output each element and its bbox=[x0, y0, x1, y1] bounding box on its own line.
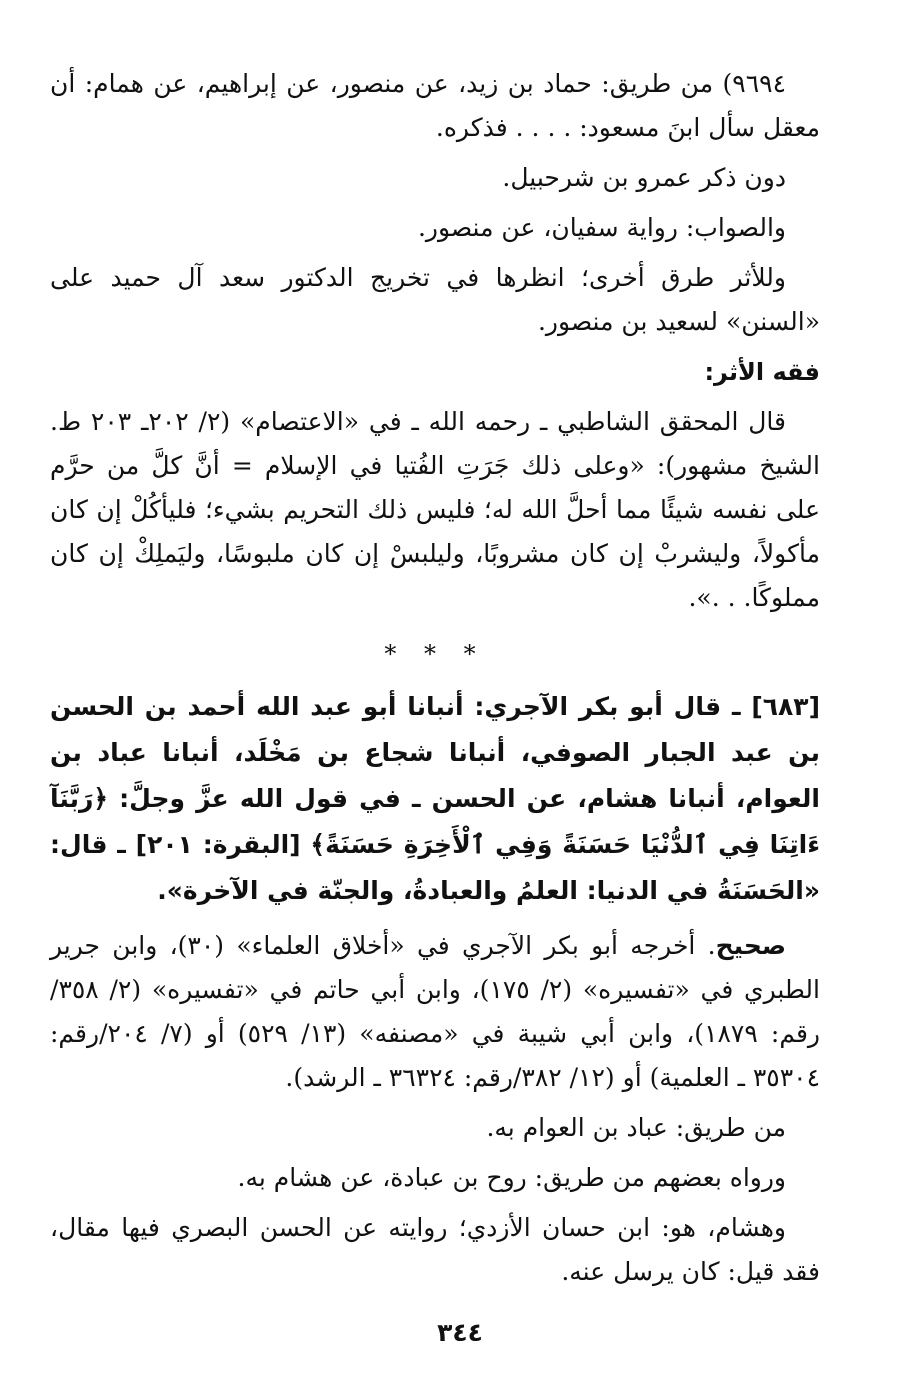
section-separator: * * * bbox=[384, 640, 486, 668]
hisham-note-paragraph: وهشام، هو: ابن حسان الأزدي؛ روايته عن الحسن البصري فيها مقال، فقد قيل: كان يرسل عنه. bbox=[50, 1213, 820, 1286]
grade-paragraph bbox=[50, 924, 820, 1100]
page-body bbox=[50, 62, 820, 1300]
fiqh-heading: فقه الأثر: bbox=[704, 358, 820, 386]
note-other-routes: وللأثر طرق أخرى؛ انظرها في تخريج الدكتور سعد آل حميد على «السنن» لسعيد بن منصور. bbox=[50, 263, 820, 336]
other-route-paragraph: ورواه بعضهم من طريق: روح بن عبادة، عن هشام به. bbox=[237, 1163, 786, 1192]
route-paragraph: من طريق: عباد بن العوام به. bbox=[486, 1113, 786, 1142]
grade-text: . أخرجه أبو بكر الآجري في «أخلاق العلماء» (٣٠)، وابن جرير الطبري في «تفسيره» (٢/ ١٧٥)، وابن أبي حاتم في «تفسيره» (٢/ ٣٥٨/رقم: ١٨٧٩)، وابن أبي شيبة في «مصنفه» (١٣/ ٥٢٩) أو (٧/ ٢٠٤/رقم: ٣٥٣٠٤ ـ العلمية) أو (١٢/ ٣٨٢/رقم: ٣٦٣٢٤ ـ الرشد). bbox=[50, 931, 821, 1092]
grade-word: صحيح bbox=[715, 931, 786, 960]
narration-683: [٦٨٣] ـ قال أبو بكر الآجري: أنبانا أبو عبد الله أحمد بن الحسن بن عبد الجبار الصوفي، أنبانا شجاع بن مَخْلَد، أنبانا عباد بن العوام، أنبانا هشام، عن الحسن ـ في قول الله عزَّ وجلَّ: ﴿رَبَّنَآ ءَاتِنَا فِي ٱلدُّنْيَا حَسَنَةً وَفِي ٱلْأَخِرَةِ حَسَنَةً﴾ [البقرة: ٢٠١] ـ قال: «الحَسَنَةُ في الدنيا: العلمُ والعبادةُ، والجنّة في الآخرة». bbox=[50, 692, 820, 905]
note-correct-narration: والصواب: رواية سفيان، عن منصور. bbox=[417, 213, 786, 242]
takhrij-paragraph-9694: ٩٦٩٤) من طريق: حماد بن زيد، عن منصور، عن إبراهيم، عن همام: أن معقل سأل ابنَ مسعود: . . . . فذكره. bbox=[50, 69, 820, 142]
fiqh-paragraph: قال المحقق الشاطبي ـ رحمه الله ـ في «الاعتصام» (٢/ ٢٠٢ـ ٢٠٣ ط. الشيخ مشهور): «وعلى ذلك جَرَتِ الفُتيا في الإسلام = أنَّ كلَّ من حرَّم على نفسه شيئًا مما أحلَّ الله له؛ فليس ذلك التحريم بشيء؛ فليأكُلْ إن كان مأكولاً، وليشربْ إن كان مشروبًا، وليلبسْ إن كان ملبوسًا، وليَملِكْ إن كان مملوكًا. . .». bbox=[50, 407, 820, 612]
page-number: ٣٤٤ bbox=[437, 1318, 483, 1347]
note-without-amr: دون ذكر عمرو بن شرحبيل. bbox=[502, 163, 786, 192]
